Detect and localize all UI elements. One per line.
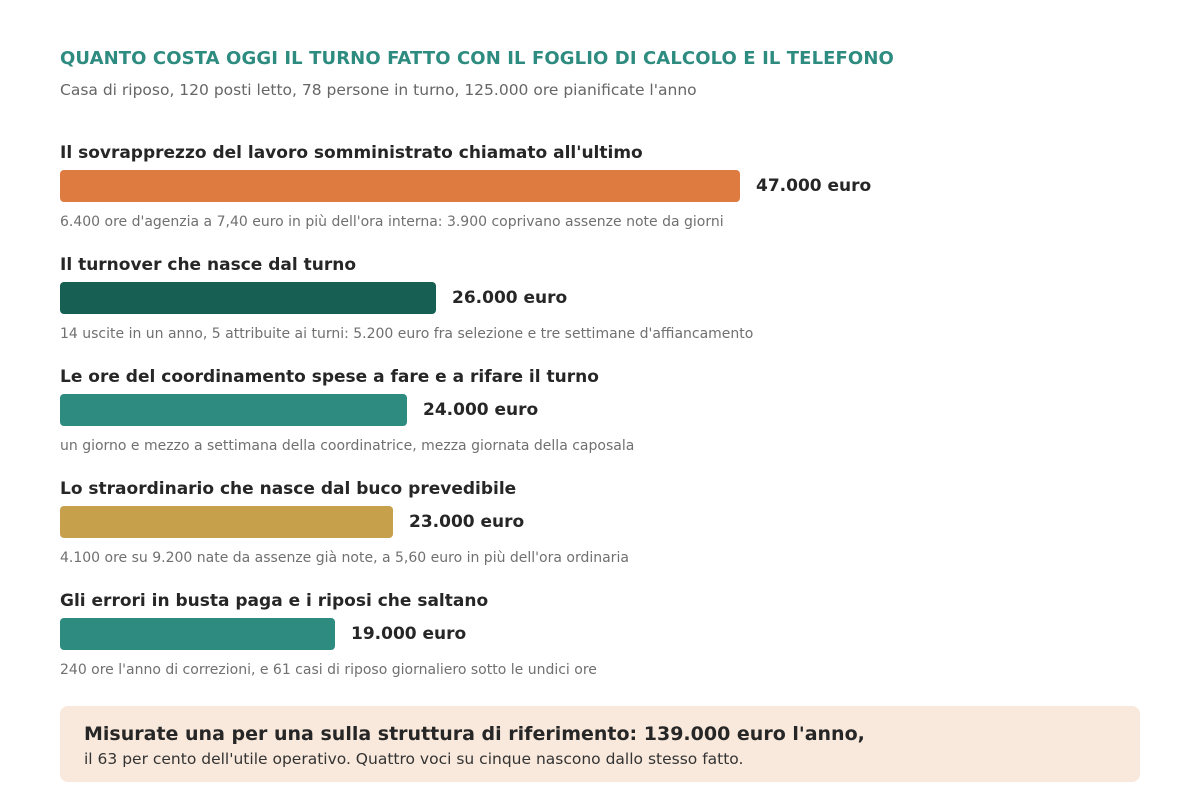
bar: [60, 170, 740, 202]
bar-note: un giorno e mezzo a settimana della coordinatrice, mezza giornata della caposala: [60, 438, 635, 454]
bar: [60, 282, 436, 314]
summary-callout: [60, 706, 1140, 782]
bar-note: 240 ore l'anno di correzioni, e 61 casi di riposo giornaliero sotto le undici ore: [60, 662, 597, 678]
bar-value-label: 47.000 euro: [756, 176, 872, 196]
chart-title: QUANTO COSTA OGGI IL TURNO FATTO CON IL FOGLIO DI CALCOLO E IL TELEFONO: [60, 48, 894, 69]
bar-label: Le ore del coordinamento spese a fare e a rifare il turno: [60, 367, 599, 387]
bar-label: Il sovrapprezzo del lavoro somministrato chiamato all'ultimo: [60, 143, 643, 163]
bar-chart: [60, 0, 1160, 700]
bar-note: 6.400 ore d'agenzia a 7,40 euro in più dell'ora interna: 3.900 coprivano assenze note da giorni: [60, 214, 724, 230]
callout-headline: Misurate una per una sulla struttura di riferimento: 139.000 euro l'anno,: [84, 723, 865, 745]
bar-label: Il turnover che nasce dal turno: [60, 255, 357, 275]
bar-label: Gli errori in busta paga e i riposi che saltano: [60, 591, 489, 611]
bar-value-label: 19.000 euro: [351, 624, 467, 644]
bar-value-label: 24.000 euro: [423, 400, 539, 420]
bar: [60, 394, 407, 426]
bar-label: Lo straordinario che nasce dal buco prevedibile: [60, 479, 517, 499]
bar-value-label: 23.000 euro: [409, 512, 525, 532]
callout-body: il 63 per cento dell'utile operativo. Quattro voci su cinque nascono dallo stesso fatto.: [84, 750, 744, 768]
bar-note: 4.100 ore su 9.200 nate da assenze già note, a 5,60 euro in più dell'ora ordinaria: [60, 550, 629, 566]
bar: [60, 506, 393, 538]
bar-value-label: 26.000 euro: [452, 288, 568, 308]
chart-subtitle: Casa di riposo, 120 posti letto, 78 persone in turno, 125.000 ore pianificate l'anno: [60, 81, 697, 99]
bar: [60, 618, 335, 650]
bar-note: 14 uscite in un anno, 5 attribuite ai turni: 5.200 euro fra selezione e tre settimane d'affiancamento: [60, 326, 754, 342]
